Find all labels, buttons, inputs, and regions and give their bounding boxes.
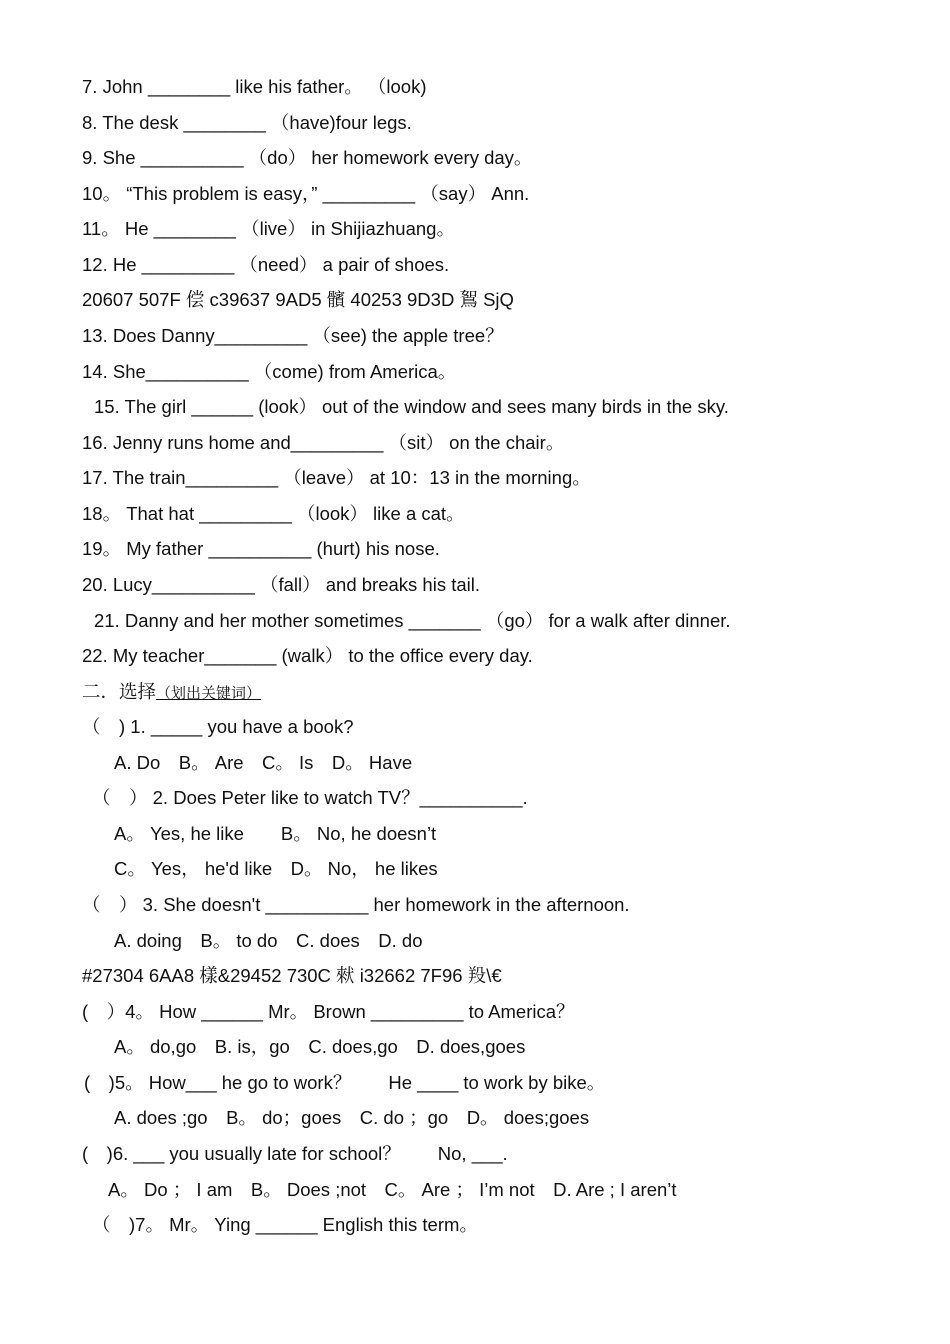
section-heading (82, 680, 261, 705)
question-9: 9. She __________ （do） her homework every day。 (82, 147, 533, 168)
question-19: 19。 My father __________ (hurt) his nose. (82, 538, 440, 559)
mc-question-1: （ ) 1. _____ you have a book? (82, 716, 354, 737)
section-subtitle: （划出关键词） (156, 684, 262, 702)
mc-options-3: A. doing B。 to do C. does D. do (114, 930, 423, 951)
mc-question-4: ( ）4。 How ______ Mr。 Brown _________ to America？ (82, 1001, 575, 1022)
question-18: 18。 That hat _________ （look） like a cat。 (82, 503, 465, 524)
question-8: 8. The desk ________ （have)four legs. (82, 112, 412, 133)
mc-question-6: ( )6. ___ you usually late for school？ No, ___. (82, 1143, 508, 1164)
mc-options-4: A。 do,go B. is，go C. does,go D. does,goes (114, 1036, 526, 1057)
mc-options-5: A. does ;go B。 do；goes C. do ；go D。 does;goes (114, 1107, 590, 1128)
mc-options-1: A. Do B。 Are C。 Is D。 Have (114, 752, 413, 773)
section-title: 二．选择 (82, 682, 157, 703)
mc-options-6: A。 Do ； I am B。 Does ;not C。 Are ； I’m not D. Are ; I aren’t (108, 1179, 677, 1200)
mc-question-2: （ ） 2. Does Peter like to watch TV？__________. (92, 787, 528, 808)
question-16: 16. Jenny runs home and_________ （sit） on the chair。 (82, 432, 565, 453)
question-17: 17. The train_________ （leave） at 10：13 in the morning。 (82, 467, 591, 488)
mc-options-2a: A。 Yes, he like B。 No, he doesn’t (114, 823, 437, 844)
noise-text-line: 20607 507F 偿 c39637 9AD5 髕 40253 9D3D 鴽 SjQ (82, 289, 514, 310)
question-7: 7. John ________ like his father。 （look) (82, 76, 427, 97)
question-21: 21. Danny and her mother sometimes _______ （go） for a walk after dinner. (94, 610, 731, 631)
mc-question-7: （ )7。 Mr。 Ying ______ English this term。 (92, 1214, 478, 1235)
question-13: 13. Does Danny_________ （see) the apple tree？ (82, 325, 504, 346)
question-14: 14. She__________ （come) from America。 (82, 361, 457, 382)
question-12: 12. He _________ （need） a pair of shoes. (82, 254, 450, 275)
mc-options-2b: C。 Yes， he'd like D。 No， he likes (114, 858, 438, 879)
noise-text-line-2: #27304 6AA8 樣&29452 730C 猌 i32662 7F96 羖\€ (82, 965, 502, 986)
question-15: 15. The girl ______ (look） out of the window and sees many birds in the sky. (94, 396, 729, 417)
mc-question-5: ( )5。 How___ he go to work？ He ____ to work by bike。 (84, 1072, 606, 1093)
question-11: 11。 He ________ （live） in Shijiazhuang。 (82, 218, 455, 239)
question-10: 10。 “This problem is easy，” _________ （say） Ann. (82, 183, 530, 204)
mc-question-3: （ ） 3. She doesn't __________ her homework in the afternoon. (82, 894, 630, 915)
question-20: 20. Lucy__________ （fall） and breaks his tail. (82, 574, 481, 595)
question-22: 22. My teacher_______ (walk） to the office every day. (82, 645, 533, 666)
